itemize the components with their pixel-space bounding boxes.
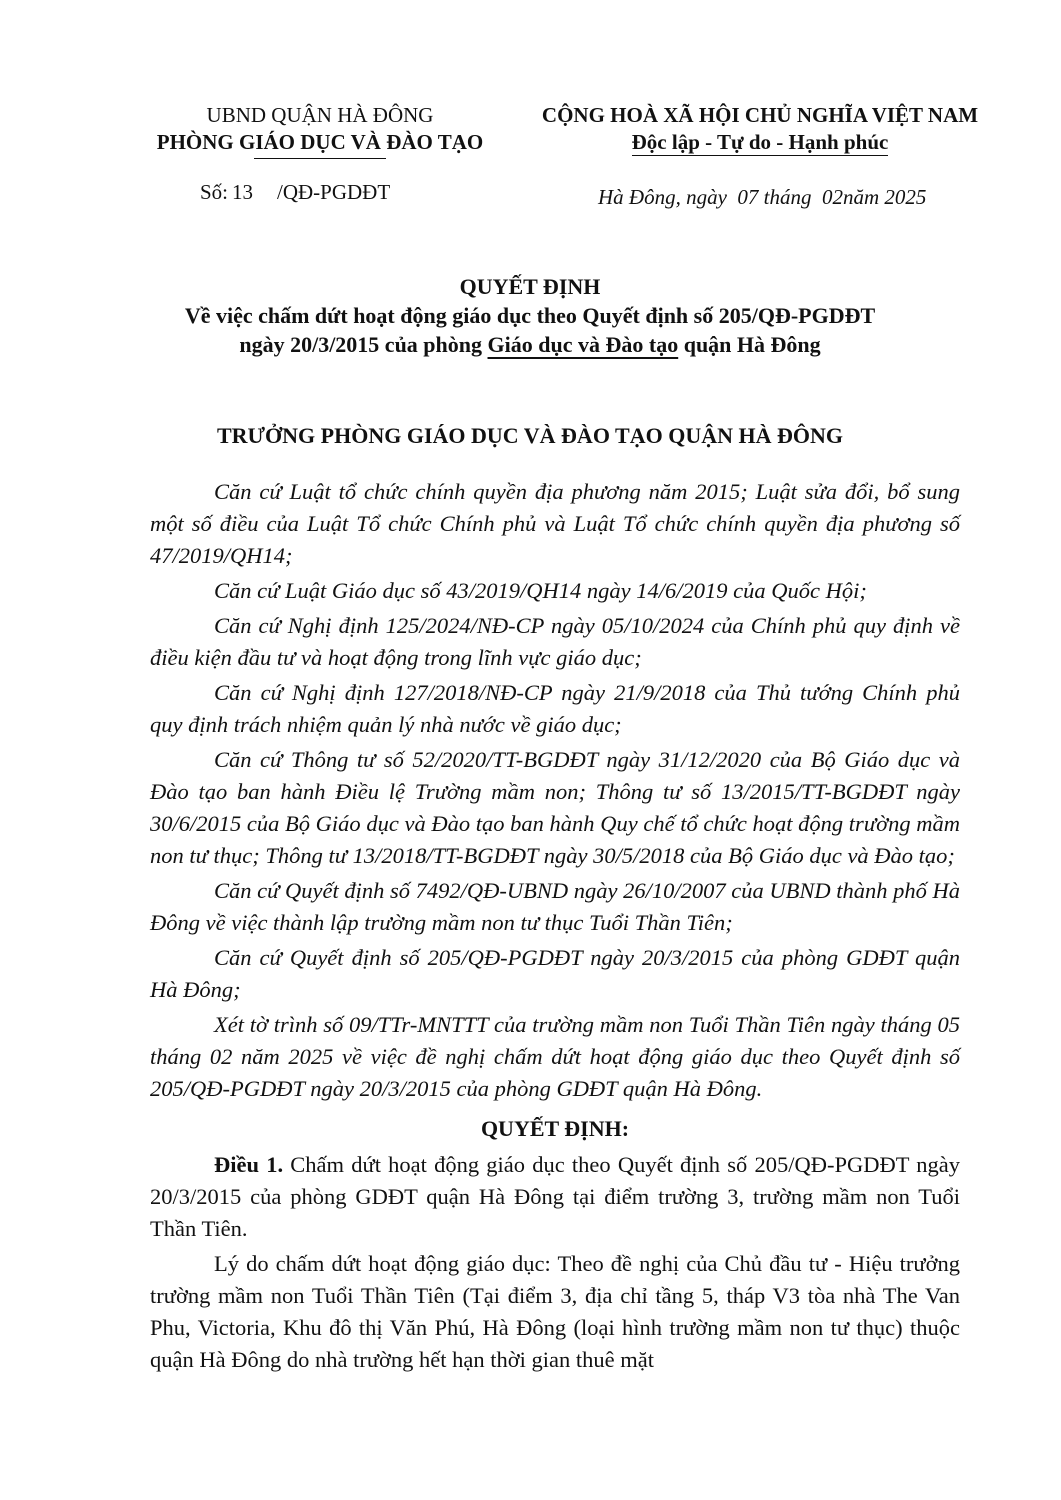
legal-basis-5: Căn cứ Thông tư số 52/2020/TT-BGDĐT ngày 31/12/2020 của Bộ Giáo dục và Đào tạo ban hành Điều lệ Trường mầm non; Thông tư số 13/2015/TT-BGDĐT ngày 30/6/2015 của Bộ Giáo dục và Đào tạo ban hành Quy chế tổ chức hoạt động trường mầm non tư thục; Thông tư 13/2018/TT-BGDĐT ngày 30/5/2018 của Bộ Giáo dục và Đào tạo; xyxy=(150,747,960,868)
legal-basis-6: Căn cứ Quyết định số 7492/QĐ-UBND ngày 26/10/2007 của UBND thành phố Hà Đông về việc thành lập trường mầm non tư thục Tuổi Thần Tiên; xyxy=(150,878,960,935)
legal-basis-2: Căn cứ Luật Giáo dục số 43/2019/QH14 ngày 14/6/2019 của Quốc Hội; xyxy=(214,578,867,603)
issuer-dept: PHÒNG GIÁO DỤC VÀ ĐÀO TẠO xyxy=(156,130,484,154)
title-line-3 xyxy=(100,330,960,359)
legal-basis-1: Căn cứ Luật tổ chức chính quyền địa phương năm 2015; Luật sửa đổi, bổ sung một số điều của Luật Tổ chức Chính phủ và Luật Tổ chức chính quyền địa phương số 47/2019/QH14; xyxy=(150,479,960,568)
legal-basis-4: Căn cứ Nghị định 127/2018/NĐ-CP ngày 21/9/2018 của Thủ tướng Chính phủ quy định trách nhiệm quản lý nhà nước về giáo dục; xyxy=(150,680,960,737)
issuer-header xyxy=(130,102,510,159)
termination-reason: Lý do chấm dứt hoạt động giáo dục: Theo đề nghị của Chủ đầu tư - Hiệu trưởng trường mầm non Tuổi Thần Tiên (Tại điểm 3, địa chỉ tầng 5, tháp V3 tòa nhà The Van Phu, Victoria, Khu đô thị Văn Phú, Hà Đông (loại hình trường mầm non tư thục) thuộc quận Hà Đông do nhà trường hết hạn thời gian thuê mặt xyxy=(150,1251,960,1372)
title-line-3b: Giáo dục và Đào tạo xyxy=(487,332,679,357)
doc-number-value: 13 xyxy=(232,180,254,204)
title-line-1: QUYẾT ĐỊNH xyxy=(459,274,601,299)
article-1-label: Điều 1. xyxy=(214,1152,284,1177)
legal-basis-7: Căn cứ Quyết định số 205/QĐ-PGDĐT ngày 20/3/2015 của phòng GDĐT quận Hà Đông; xyxy=(150,945,960,1002)
article-1 xyxy=(150,1149,960,1245)
decision-title xyxy=(100,272,960,359)
doc-number-prefix: Số: xyxy=(200,180,229,204)
legal-basis-8: Xét tờ trình số 09/TTr-MNTTT của trường mầm non Tuổi Thần Tiên ngày tháng 05 tháng 02 năm 2025 về việc đề nghị chấm dứt hoạt động giáo dục theo Quyết định số 205/QĐ-PGDĐT ngày 20/3/2015 của phòng GDĐT quận Hà Đông. xyxy=(150,1012,960,1101)
article-1-text: Chấm dứt hoạt động giáo dục theo Quyết định số 205/QĐ-PGDĐT ngày 20/3/2015 của phòng GDĐT quận Hà Đông tại điểm trường 3, trường mầm non Tuổi Thần Tiên. xyxy=(150,1152,961,1241)
decision-heading: QUYẾT ĐỊNH: xyxy=(480,1116,630,1141)
title-line-2: Về việc chấm dứt hoạt động giáo dục theo Quyết định số 205/QĐ-PGDĐT xyxy=(184,303,876,328)
national-motto-text: Độc lập - Tự do - Hạnh phúc xyxy=(631,130,889,154)
document-number xyxy=(200,180,390,205)
national-header xyxy=(515,102,1005,156)
doc-number-suffix: /QĐ-PGDĐT xyxy=(277,180,391,204)
issuer-underline xyxy=(254,158,386,159)
title-line-3a: ngày 20/3/2015 của phòng xyxy=(239,332,488,357)
document-date: Hà Đông, ngày 07 tháng 02năm 2025 xyxy=(598,185,927,209)
title-line-3c: quận Hà Đông xyxy=(678,332,821,357)
nation-name: CỘNG HOÀ XÃ HỘI CHỦ NGHĨA VIỆT NAM xyxy=(541,103,979,127)
legal-basis-3: Căn cứ Nghị định 125/2024/NĐ-CP ngày 05/10/2024 của Chính phủ quy định về điều kiện đầu tư và hoạt động trong lĩnh vực giáo dục; xyxy=(150,613,960,670)
issuer-org: UBND QUẬN HÀ ĐÔNG xyxy=(206,103,434,127)
issuing-authority: TRƯỞNG PHÒNG GIÁO DỤC VÀ ĐÀO TẠO QUẬN HÀ ĐÔNG xyxy=(216,423,843,448)
national-motto xyxy=(515,129,1005,156)
document-body xyxy=(150,476,960,1379)
